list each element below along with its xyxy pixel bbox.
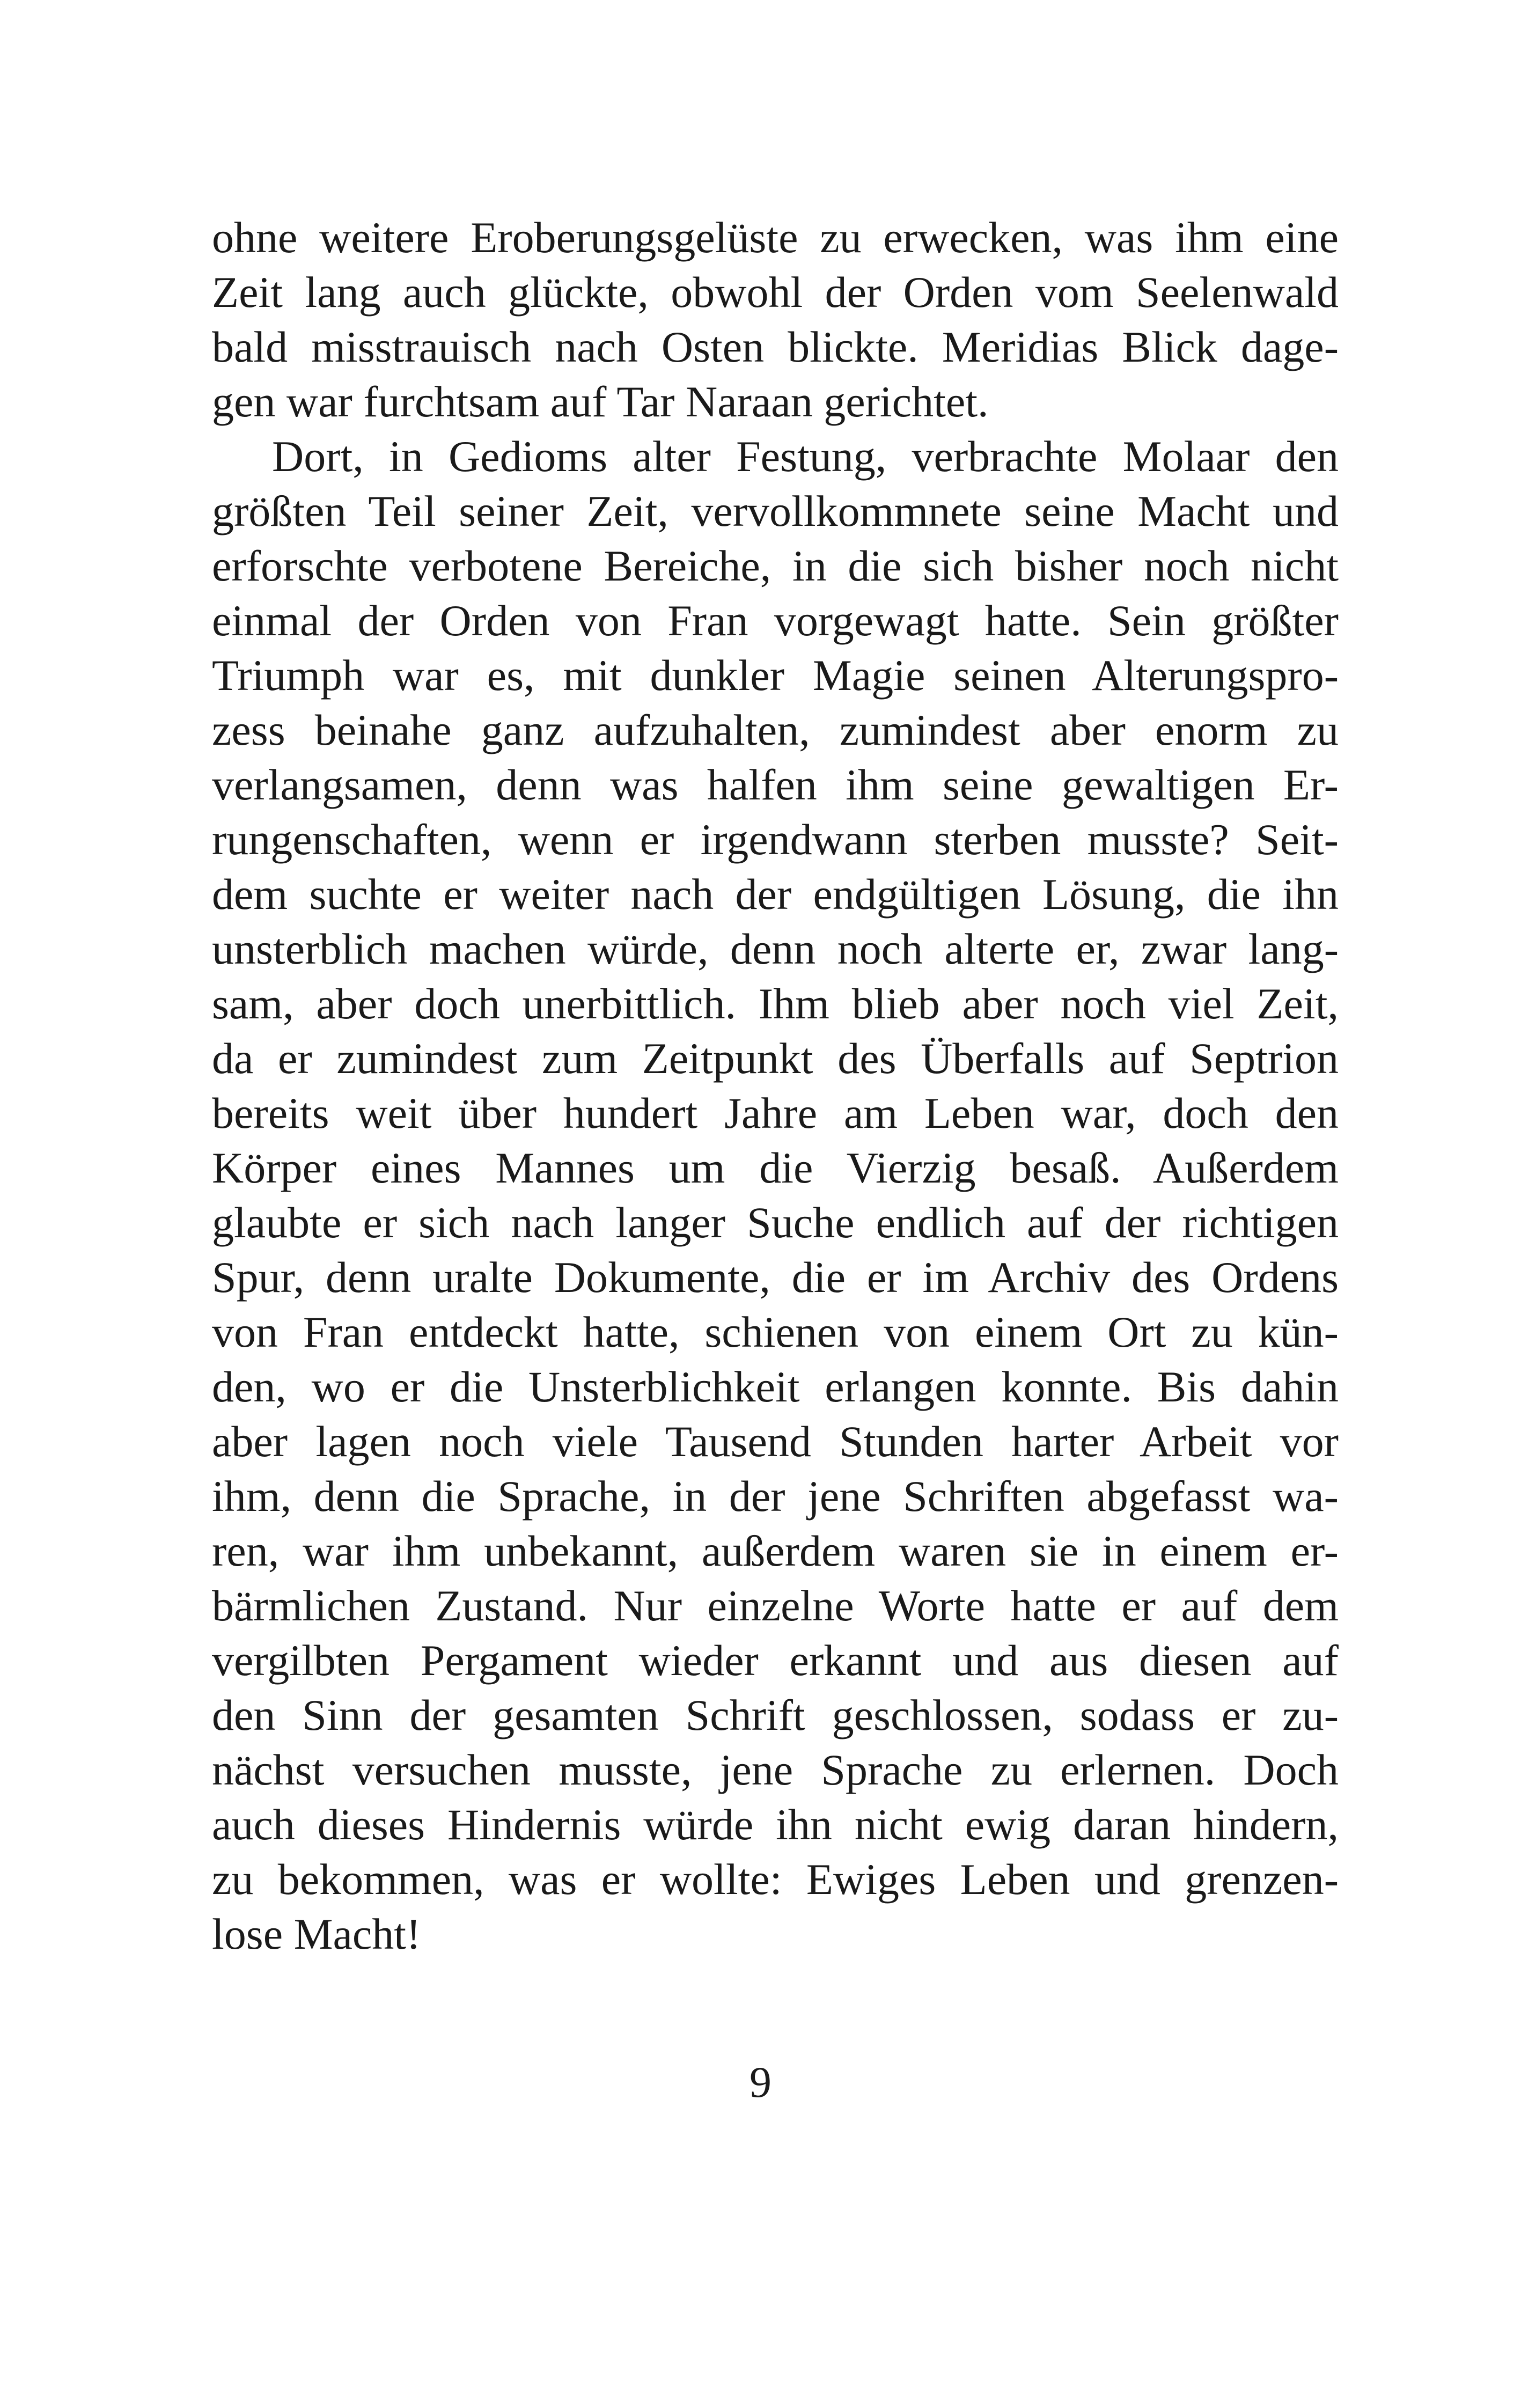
- paragraph: [212, 429, 1339, 1962]
- text-line: Spur, denn uralte Dokumente, die er im Archiv des Ordens: [212, 1253, 1339, 1302]
- body-text: [212, 210, 1339, 1962]
- text-line: vergilbten Pergament wieder erkannt und aus diesen auf: [212, 1636, 1339, 1685]
- text-line: von Fran entdeckt hatte, schienen von einem Ort zu kün-: [212, 1308, 1339, 1356]
- text-line: erforschte verbotene Bereiche, in die sich bisher noch nicht: [212, 541, 1339, 590]
- text-line: Zeit lang auch glückte, obwohl der Orden vom Seelenwald: [212, 268, 1339, 317]
- text-line: einmal der Orden von Fran vorgewagt hatte. Sein größter: [212, 596, 1339, 645]
- page-number: 9: [750, 2058, 771, 2106]
- paragraph: [212, 210, 1339, 429]
- text-line: den Sinn der gesamten Schrift geschlossen, sodass er zu-: [212, 1691, 1339, 1739]
- text-line: zu bekommen, was er wollte: Ewiges Leben und grenzen-: [212, 1855, 1339, 1904]
- text-line: zess beinahe ganz aufzuhalten, zumindest aber enorm zu: [212, 706, 1339, 754]
- text-line: ihm, denn die Sprache, in der jene Schriften abgefasst wa-: [212, 1472, 1339, 1521]
- text-line: Dort, in Gedioms alter Festung, verbrachte Molaar den: [272, 432, 1339, 481]
- text-line: da er zumindest zum Zeitpunkt des Überfalls auf Septrion: [212, 1034, 1339, 1083]
- text-line: bärmlichen Zustand. Nur einzelne Worte hatte er auf dem: [212, 1581, 1339, 1630]
- text-line: bald misstrauisch nach Osten blickte. Meridias Blick dage-: [212, 322, 1339, 371]
- text-line: unsterblich machen würde, denn noch alterte er, zwar lang-: [212, 924, 1339, 973]
- text-line: Körper eines Mannes um die Vierzig besaß. Außerdem: [212, 1143, 1339, 1192]
- text-line: nächst versuchen musste, jene Sprache zu erlernen. Doch: [212, 1745, 1339, 1794]
- text-line: rungenschaften, wenn er irgendwann sterben musste? Seit-: [212, 815, 1339, 864]
- text-line: lose Macht!: [212, 1910, 421, 1958]
- text-line: größten Teil seiner Zeit, vervollkommnete seine Macht und: [212, 487, 1339, 535]
- text-line: sam, aber doch unerbittlich. Ihm blieb aber noch viel Zeit,: [212, 979, 1339, 1028]
- text-line: gen war furchtsam auf Tar Naraan gerichtet.: [212, 377, 989, 426]
- text-line: verlangsamen, denn was halfen ihm seine gewaltigen Er-: [212, 760, 1339, 809]
- text-line: dem suchte er weiter nach der endgültigen Lösung, die ihn: [212, 870, 1339, 919]
- text-line: den, wo er die Unsterblichkeit erlangen konnte. Bis dahin: [212, 1362, 1339, 1411]
- text-line: ohne weitere Eroberungsgelüste zu erwecken, was ihm eine: [212, 213, 1339, 262]
- text-line: bereits weit über hundert Jahre am Leben war, doch den: [212, 1089, 1339, 1137]
- text-line: glaubte er sich nach langer Suche endlich auf der richtigen: [212, 1198, 1339, 1247]
- text-line: aber lagen noch viele Tausend Stunden harter Arbeit vor: [212, 1417, 1339, 1466]
- text-line: Triumph war es, mit dunkler Magie seinen Alterungspro-: [212, 651, 1339, 700]
- text-line: ren, war ihm unbekannt, außerdem waren sie in einem er-: [212, 1526, 1339, 1575]
- text-line: auch dieses Hindernis würde ihn nicht ewig daran hindern,: [212, 1800, 1339, 1849]
